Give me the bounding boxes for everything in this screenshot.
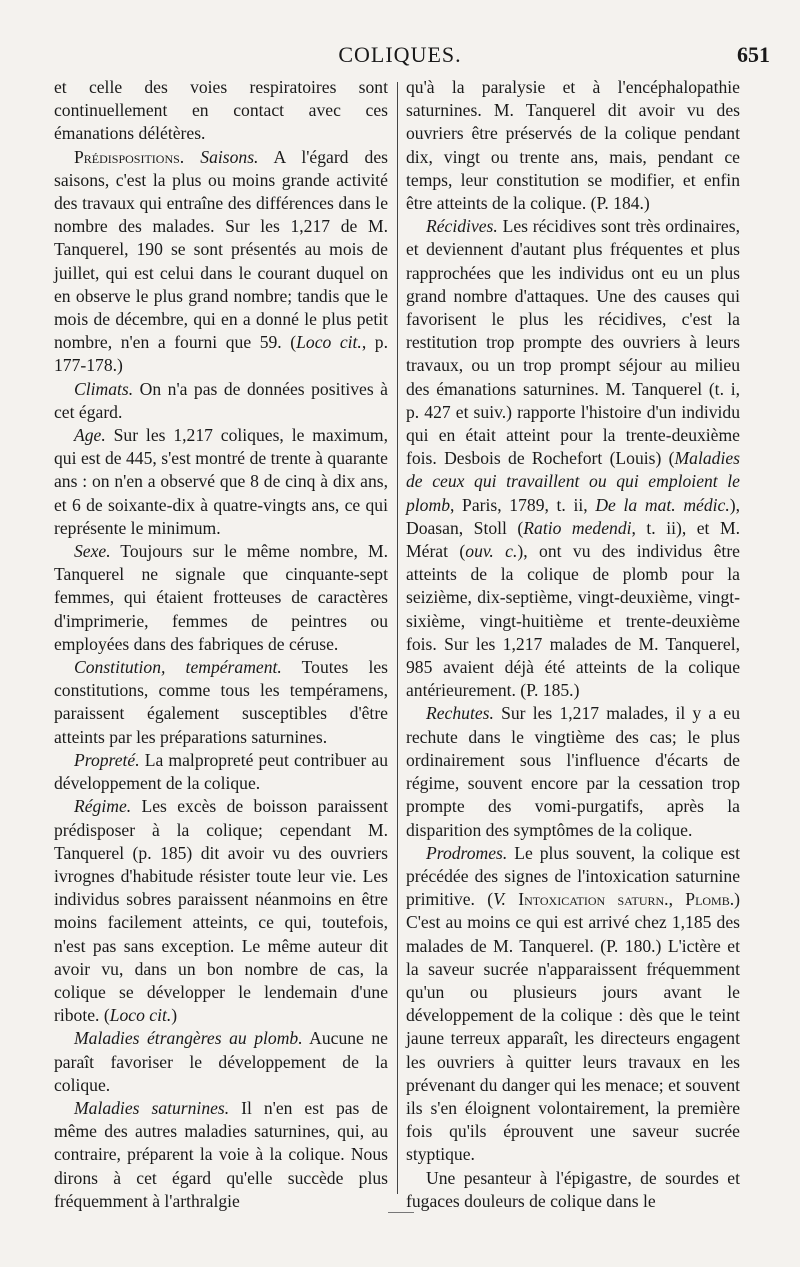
text-run: Prédispositions. (74, 146, 201, 167)
text-run: Maladies saturnines. (74, 1097, 230, 1118)
text-run: V. (493, 889, 506, 910)
text-run: Aucune ne paraît favoriser le développement de la colique. (54, 1028, 388, 1095)
footer-mark (388, 1212, 414, 1213)
paragraph (54, 378, 388, 424)
text-run: Le plus souvent, la colique est précédée des signes de l'intoxication saturnine primitive. ( (406, 842, 740, 910)
text-run: De la mat. médic. (595, 494, 730, 515)
text-run: qu'à la paralysie et à l'encéphalopathie saturnines. M. Tanquerel dit avoir vu des ouvriers être préservés de la colique pendant dix, vingt ou trente ans, mais, pendant ce temps, leur constitution se modifier, et enfin être atteints de la colique. (P. 184.) (406, 77, 740, 214)
paragraph (406, 702, 740, 841)
text-run: Age. (74, 425, 106, 446)
text-run: On n'a pas de données positives à cet égard. (54, 378, 388, 422)
text-run: Sur les 1,217 malades, il y a eu rechute dans le vingtième des cas; le plus ordinairement sous l'influence d'écarts de régime, souvent encore par la cessation trop prompte des vomi-purgatifs, après la disparition des symptômes de la colique. (406, 703, 740, 840)
text-run: Climats. (74, 378, 134, 399)
text-run: Prodromes. (426, 842, 508, 863)
text-run: , Paris, 1789, t. ii, (449, 494, 596, 515)
column-divider (397, 82, 398, 1194)
text-run: et celle des voies respiratoires sont continuellement en contact avec ces émanations délétères. (54, 77, 388, 144)
text-run: ) C'est au moins ce qui est arrivé chez 1,185 des malades de M. Tanquerel. (P. 180.) L'ictère et la saveur sucrée n'apparaissent fréquemment qu'un ou plusieurs jours avant le développement de la colique : dès que le teint jaune terreux apparaît, les directeurs engagent les ouvriers à quitter leurs travaux en les prévenant du danger qui les menace; et souvent ils s'en éloignent volontairement, la première fois qu'ils éprouvent une saveur sucrée styptique. (406, 889, 740, 1165)
paragraph (406, 1167, 740, 1213)
text-run: A l'égard des saisons, c'est la plus ou moins grande activité des travaux qui entraîne des différences dans le nombre des malades. Sur les 1,217 de M. Tanquerel, 190 se sont présentés au mois de juillet, qui est celui dans le courant duquel on en observe le plus grand nombre; tandis que le mois de décembre, qui en a donné le plus petit nombre, n'en a fourni que 59. ( (54, 146, 388, 353)
paragraph (54, 424, 388, 540)
text-run: La malpropreté peut contribuer au développement de la colique. (54, 749, 388, 794)
page-title: COLIQUES. (338, 42, 462, 67)
text-run: Saisons. (200, 146, 259, 167)
text-run: Rechutes. (426, 703, 494, 724)
text-run: Loco cit. (296, 332, 362, 353)
paragraph (54, 1027, 388, 1097)
text-run: ), Doasan, Stoll ( (406, 494, 740, 538)
text-run: ), ont vu des individus être atteints de la colique de plomb pour la seizième, dix-septième, vingt-deuxième, vingt-sixième, vingt-huitième et trente-deuxième fois. Sur les 1,217 malades de M. Tanquerel, 985 avaient déjà été atteints de la colique antérieurement. (P. 185.) (406, 541, 740, 701)
text-run: Constitution, tempérament. (74, 657, 282, 678)
text-run: Ratio medendi (523, 517, 632, 538)
text-run (506, 889, 518, 909)
paragraph (54, 76, 388, 146)
text-run: Maladies de ceux qui travaillent ou qui emploient le plomb (406, 448, 740, 515)
text-run: Il n'en est pas de même des autres maladies saturnines, qui, au contraire, préparent la voie à la colique. Nous dirons à cet égard qu'elle succède plus fréquemment à l'arthralgie (54, 1097, 388, 1211)
paragraph (54, 656, 388, 749)
text-run: Propreté. (74, 749, 140, 770)
left-column (54, 76, 388, 1213)
paragraph (54, 1097, 388, 1213)
text-run: ) (171, 1005, 178, 1026)
text-run: Régime. (74, 796, 132, 817)
text-run: Sexe. (74, 541, 111, 562)
paragraph (54, 146, 388, 378)
paragraph (406, 76, 740, 215)
text-run: Toujours sur le même nombre, M. Tanquerel ne signale que cinquante-sept femmes, qui étaient frotteuses de caractères d'imprimerie, femmes de peintres ou employées dans des fabriques de céruse. (54, 541, 388, 654)
page-number: 651 (737, 42, 770, 67)
paragraph (54, 749, 388, 795)
paragraph (54, 795, 388, 1027)
text-run: Les excès de boisson paraissent prédisposer à la colique; cependant M. Tanquerel (p. 185) dit avoir vu des ouvriers ivrognes d'habitude résister toute leur vie. Les individus sobres paraissent néanmoins en être moins facilement atteints, ce qui, toutefois, n'est pas sans exception. Le même auteur dit avoir vu, dans un bon nombre de cas, la colique se développer le lendemain d'une ribote. ( (54, 796, 388, 1026)
text-run: Les récidives sont très ordinaires, et deviennent d'autant plus fréquentes et plus rapprochées que les individus ont eu un plus grand nombre d'attaques. Une des causes qui favorisent le plus les récidives, c'est la restitution trop prompte des ouvriers à leurs travaux, ou un trop prompt séjour au milieu des émanations saturnines. M. Tanquerel (t. i, p. 427 et suiv.) rapporte l'histoire d'un individu qui en était atteint pour la trente-deuxième fois. Desbois de Rochefort (Louis) ( (406, 216, 740, 469)
text-run: ouv. c. (465, 541, 518, 562)
text-run: Toutes les constitutions, comme tous les tempéramens, paraissent également susceptibles d'être atteints par les préparations saturnines. (54, 657, 388, 747)
text-run: Récidives. (426, 216, 498, 237)
text-run: Intoxication saturn., Plomb. (518, 889, 735, 910)
text-run: , p. 177-178.) (54, 332, 388, 376)
text-run: Maladies étrangères au plomb. (74, 1028, 303, 1049)
paragraph (406, 215, 740, 702)
text-run: Une pesanteur à l'épigastre, de sourdes et fugaces douleurs de colique dans le (406, 1167, 740, 1211)
text-run: , t. ii), et M. Mérat ( (406, 517, 740, 562)
right-column (406, 76, 740, 1213)
paragraph (406, 842, 740, 1167)
text-run: Loco cit. (109, 1005, 172, 1026)
paragraph (54, 540, 388, 656)
text-run: Sur les 1,217 coliques, le maximum, qui est de 445, s'est montré de trente à quarante ans : on n'en a observé que 8 de cinq à dix ans, et 6 de soixante-dix à quatre-vingts ans, ce qui représente le minimum. (54, 425, 388, 538)
